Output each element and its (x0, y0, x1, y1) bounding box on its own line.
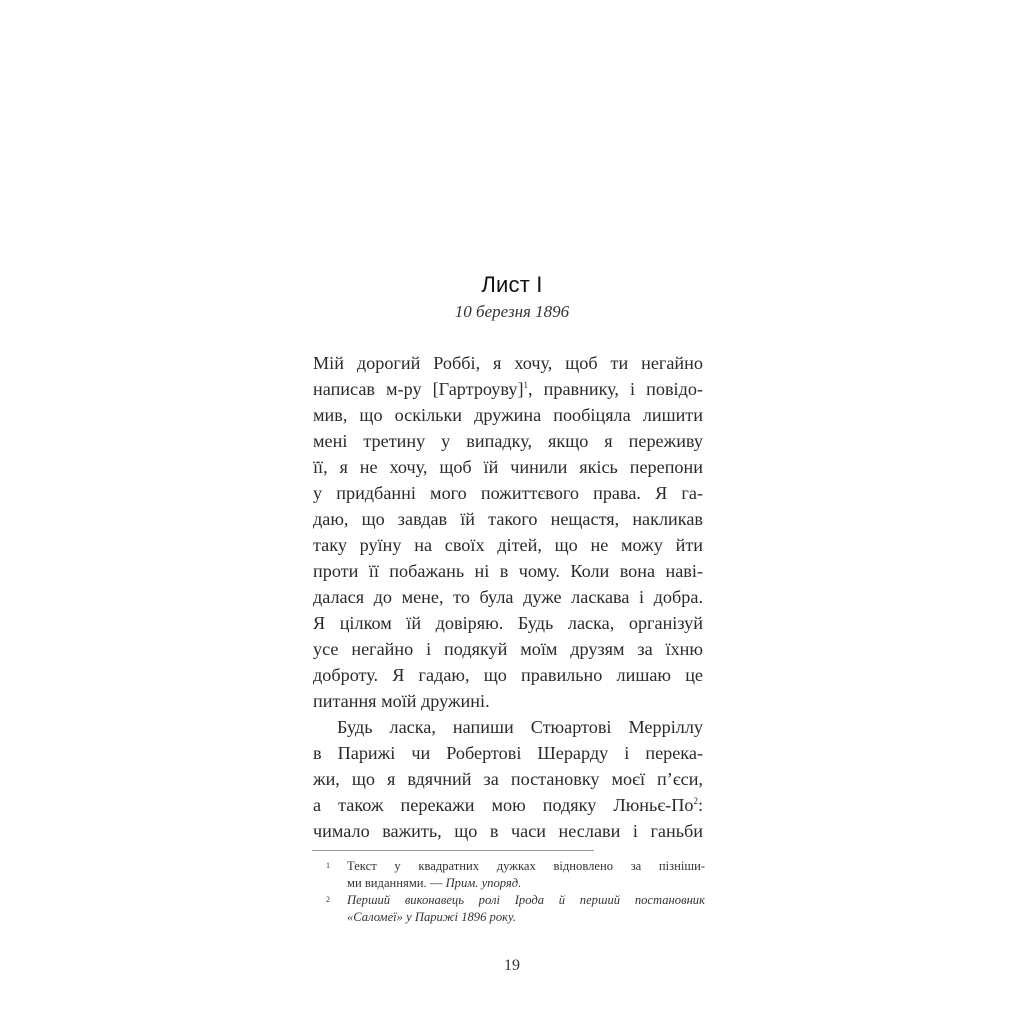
body-line (313, 792, 703, 818)
page-number: 19 (504, 957, 520, 974)
body-line-text: а також перекажи мою подяку Люньє-По (313, 795, 694, 815)
body-line: питання моїй дружині. (313, 691, 490, 711)
body-line: даю, що завдав їй такого нещастя, накликав (313, 509, 703, 529)
body-line: чимало важить, що в часи неслави і ганьби (313, 821, 703, 841)
footnote-ref-2[interactable]: 2 (693, 796, 698, 806)
body-line: мив, що оскільки дружина пообіцяла лишити (313, 405, 703, 425)
body-line: Я цілком їй довіряю. Будь ласка, організуй (313, 613, 703, 633)
body-line: в Парижі чи Робертові Шерарду і перека- (313, 743, 703, 763)
footnote-1 (320, 858, 705, 892)
footnote-text: ми виданнями. — (347, 876, 446, 890)
body-line (313, 376, 703, 402)
body-line-text: : (697, 795, 703, 815)
footnote-number: 2 (326, 895, 330, 904)
body-line: її, я не хочу, щоб їй чинили якісь перепони (313, 457, 703, 477)
body-line: Будь ласка, напиши Стюартові Мерріллу (337, 717, 703, 737)
footnote-ref-1[interactable]: 1 (523, 380, 529, 390)
footnote-editor-note: Прим. упоряд. (445, 876, 522, 890)
footnote-number: 1 (326, 861, 330, 870)
body-line: Мій дорогий Роббі, я хочу, щоб ти негайно (313, 353, 703, 373)
body-line: у придбанні мого пожиттєвого права. Я га- (313, 483, 703, 503)
body-line: усе негайно і подякуй моїм друзям за їхню (313, 639, 703, 659)
body-line: далася до мене, то була дуже ласкава і добра. (313, 587, 703, 607)
body-line-text: написав м-ру [Гартроуву] (313, 379, 524, 399)
letter-date: 10 березня 1896 (454, 302, 570, 321)
footnote-2 (320, 892, 705, 926)
body-line: мені третину у випадку, якщо я переживу (313, 431, 703, 451)
body-line-text: , правнику, і повідо- (528, 379, 704, 399)
footnote-line: «Саломеї» у Парижі 1896 року. (347, 910, 516, 924)
footnotes (320, 858, 705, 926)
footnote-line: Перший виконавець ролі Ірода й перший постановник (347, 893, 705, 907)
body-line: доброту. Я гадаю, що правильно лишаю це (313, 665, 703, 685)
body-line: проти її побажань ні в чому. Коли вона наві- (313, 561, 703, 581)
body-line: таку руїну на своїх дітей, що не можу йти (313, 535, 703, 555)
footnote-line (347, 875, 705, 892)
letter-body (313, 350, 703, 844)
body-line: жи, що я вдячний за постановку моєї п’єси, (313, 769, 703, 789)
letter-title: Лист I (481, 272, 543, 297)
footnote-divider (312, 850, 594, 851)
footnote-line: Текст у квадратних дужках відновлено за пізніши- (347, 859, 705, 873)
